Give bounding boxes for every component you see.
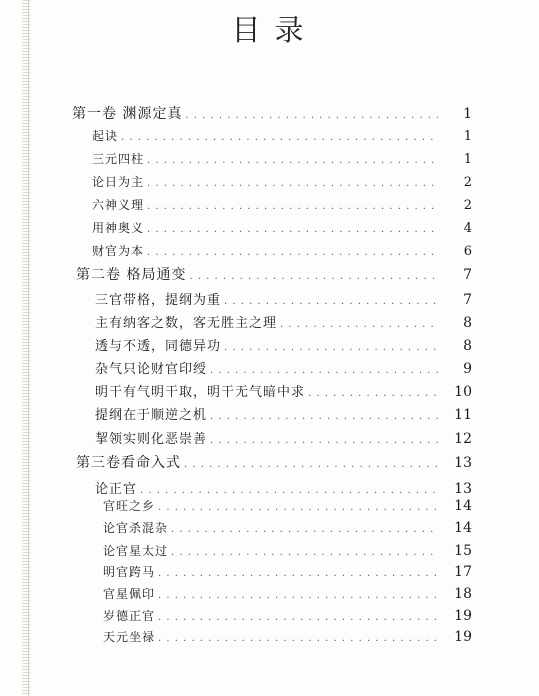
dot-leader (210, 365, 438, 376)
toc-entry[interactable] (92, 196, 472, 216)
dot-leader (147, 201, 438, 212)
dot-leader (158, 502, 438, 513)
toc-entry-page: 19 (454, 629, 472, 645)
dot-leader (147, 224, 438, 235)
toc-entry-label: 第一卷 渊源定真 (72, 106, 183, 122)
toc-entry-label: 用神奥义 (92, 221, 145, 235)
dot-leader (158, 612, 438, 623)
toc-entry[interactable] (103, 563, 472, 583)
toc-entry[interactable] (92, 219, 472, 239)
toc-entry-label: 透与不透，同德异功 (95, 339, 222, 354)
toc-entry[interactable] (95, 289, 472, 309)
toc-entry-label: 财官为本 (92, 244, 145, 258)
dot-leader (184, 459, 438, 470)
toc-entry-page: 8 (463, 338, 472, 354)
dot-leader (189, 271, 438, 282)
toc-entry-page: 2 (463, 198, 472, 213)
dot-leader (158, 633, 438, 644)
toc-entry-label: 提纲在于顺逆之机 (95, 408, 208, 423)
toc-entry[interactable] (95, 428, 472, 448)
toc-entry-label: 三元四柱 (92, 152, 145, 166)
toc-entry-page: 12 (454, 431, 472, 447)
dot-leader (158, 568, 438, 579)
toc-entry[interactable] (103, 497, 472, 517)
toc-entry-page: 4 (463, 221, 472, 236)
toc-entry[interactable] (95, 335, 472, 355)
toc-entry[interactable] (95, 404, 472, 424)
toc-entry-label: 论官星太过 (103, 544, 169, 558)
toc-entry-volume-2[interactable] (76, 264, 472, 284)
toc-entry[interactable] (92, 127, 472, 147)
toc-entry-page: 19 (454, 608, 472, 624)
toc-entry-label: 挈领实则化恶崇善 (95, 432, 208, 447)
toc-entry[interactable] (103, 628, 472, 648)
toc-entry-page: 13 (454, 481, 472, 497)
toc-entry-page: 1 (463, 106, 472, 122)
toc-entry-volume-3[interactable] (76, 452, 472, 472)
toc-entry-label: 天元坐禄 (103, 630, 156, 644)
dot-leader (185, 110, 438, 121)
toc-entry-label: 官星佩印 (103, 587, 156, 601)
dot-leader (147, 178, 438, 189)
toc-entry-label: 主有纳客之数，客无胜主之理 (95, 316, 278, 331)
toc-entry-page: 2 (463, 175, 472, 190)
toc-entry-label: 官旺之乡 (103, 499, 156, 513)
toc-entry-page: 7 (463, 292, 472, 308)
toc-entry[interactable] (103, 519, 472, 539)
toc-entry[interactable] (95, 358, 472, 378)
binding-line (28, 0, 29, 696)
toc-entry-page: 1 (463, 129, 472, 144)
page-title: 目录 (231, 13, 318, 47)
dot-leader (121, 132, 438, 143)
dot-leader (210, 435, 438, 446)
toc-entry-page: 15 (454, 543, 472, 559)
toc-entry-label: 杂气只论财官印绶 (95, 362, 208, 377)
dot-leader (147, 155, 438, 166)
toc-entry-page: 17 (454, 564, 472, 580)
dot-leader (171, 524, 438, 535)
dot-leader (210, 411, 438, 422)
toc-entry[interactable] (103, 585, 472, 605)
toc-entry-label: 明干有气明干取，明干无气暗中求 (95, 385, 306, 400)
dot-leader (224, 342, 438, 353)
toc-entry-page: 10 (454, 384, 472, 400)
toc-entry-label: 论正官 (95, 482, 138, 497)
dot-leader (280, 319, 438, 330)
toc-entry[interactable] (95, 312, 472, 332)
toc-entry-page: 11 (454, 407, 472, 423)
toc-entry-page: 13 (454, 455, 472, 471)
toc-entry-page: 18 (454, 586, 472, 602)
toc-entry-page: 1 (463, 152, 472, 167)
toc-entry-label: 岁德正官 (103, 609, 156, 623)
toc-entry[interactable] (92, 242, 472, 262)
dot-leader (308, 388, 438, 399)
toc-entry-label: 三官带格，提纲为重 (95, 293, 222, 308)
toc-entry[interactable] (95, 381, 472, 401)
toc-entry-page: 14 (454, 498, 472, 514)
toc-entry-label: 起诀 (92, 129, 119, 143)
toc-entry-page: 6 (463, 244, 472, 259)
toc-entry[interactable] (92, 173, 472, 193)
toc-entry-page: 8 (463, 315, 472, 331)
toc-entry-label: 第三卷看命入式 (76, 455, 181, 471)
toc-entry[interactable] (95, 478, 472, 498)
toc-entry-page: 14 (454, 520, 472, 536)
toc-entry-page: 7 (463, 267, 472, 283)
toc-entry-label: 论日为主 (92, 175, 145, 189)
toc-entry[interactable] (92, 150, 472, 170)
toc-entry[interactable] (103, 542, 472, 562)
toc-entry-label: 六神义理 (92, 198, 145, 212)
dot-leader (171, 547, 438, 558)
toc-entry-volume-1[interactable] (72, 103, 472, 123)
toc-entry-label: 明官跨马 (103, 565, 156, 579)
dot-leader (158, 590, 438, 601)
toc-entry[interactable] (103, 607, 472, 627)
toc-entry-label: 论官杀混杂 (103, 521, 169, 535)
dot-leader (224, 296, 438, 307)
toc-entry-label: 第二卷 格局通变 (76, 267, 187, 283)
dot-leader (147, 247, 438, 258)
toc-entry-page: 9 (463, 361, 472, 377)
dot-leader (140, 485, 438, 496)
